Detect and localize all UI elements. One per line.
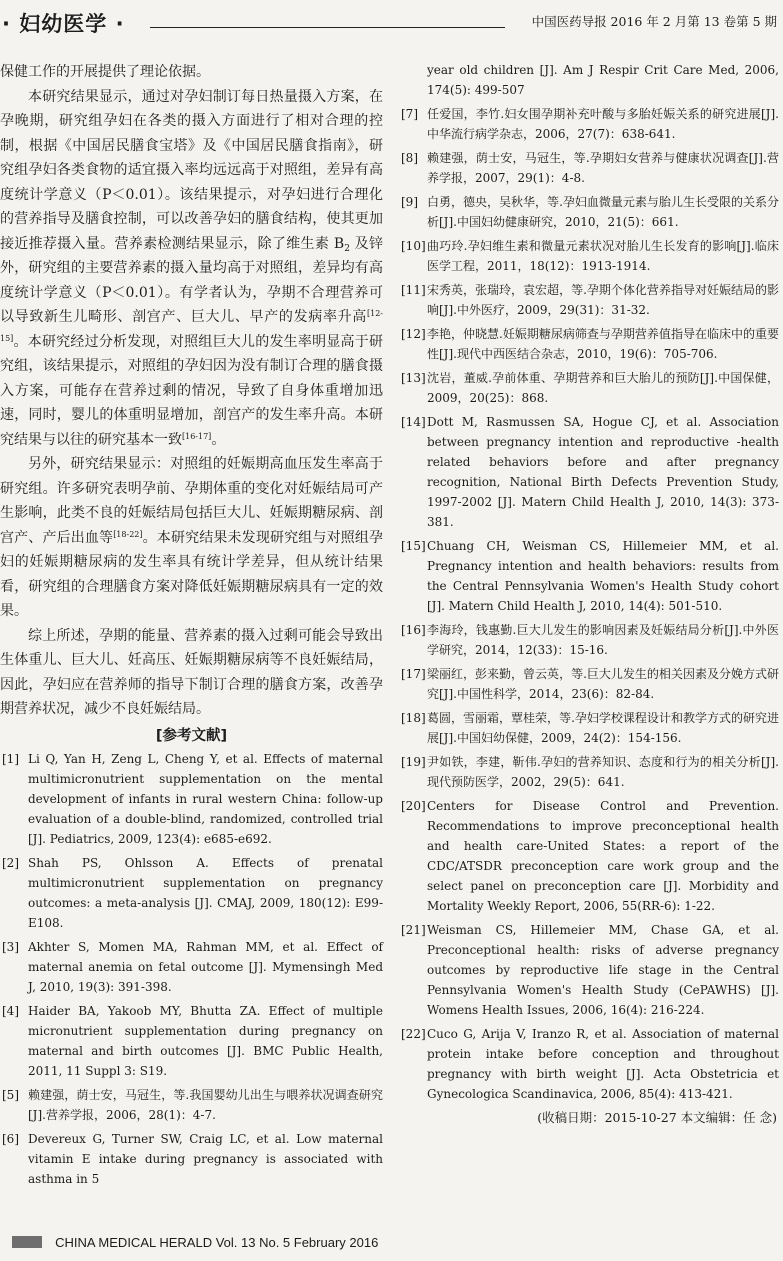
reference-text: Centers for Disease Control and Prevention. Recommendations to improve preconceptional health and health care-United States: a report of the CDC/ATSDR preconception care work group and the select panel on preconception care [J]. Morbidity and Mortality Weekly Report, 2006, 55(RR-6): 1-22. xyxy=(427,799,779,913)
reference-item xyxy=(399,148,779,188)
reference-text: Weisman CS, Hillemeier MM, Chase GA, et al. Preconceptional health: risks of adverse pregnancy outcomes by reproductive life stage in the Central Pennsylvania Women's Health Study (CePAWHS) [J]. Womens Health Issues, 2006, 16(4): 216-224. xyxy=(427,923,779,1017)
reference-text: 尹如铁，李建，靳伟.孕妇的营养知识、态度和行为的相关分析[J].现代预防医学，2002，29(5)：641. xyxy=(427,755,779,789)
reference-item xyxy=(399,236,779,276)
reference-text: Haider BA, Yakoob MY, Bhutta ZA. Effect of multiple micronutrient supplementation during pregnancy on maternal and birth outcomes [J]. BMC Public Health, 2011, 11 Suppl 3: S19. xyxy=(28,1003,383,1078)
header-rule xyxy=(150,27,505,28)
reference-text: Cuco G, Arija V, Iranzo R, et al. Association of maternal protein intake before conception and throughout pregnancy with birth weight [J]. Acta Obstetricia et Gynecologica Scandinavica, 2006, 85(4): 413-421. xyxy=(427,1027,779,1101)
paragraph-1-part-b: 及锌外，研究组的主要营养素的摄入量均高于对照组，差异均有高度统计学意义（P＜0.01）。有学者认为，孕期不合理营养可以导致新生儿畸形、剖宫产、巨大儿、早产的发病率升高 xyxy=(0,235,383,325)
reference-number: [17] xyxy=(401,667,426,681)
reference-number: [15] xyxy=(401,539,426,553)
paragraph-1-part-c: 。本研究经过分析发现，对照组巨大儿的发生率明显高于研究组，该结果提示，对照组的孕妇因为没有制订合理的膳食摄入方案，可能存在营养过剩的情况，导致了自身体重增加迅速，同时，婴儿的体重明显增加，剖宫产的发生率升高。本研究结果与以往的研究基本一致 xyxy=(0,333,383,448)
page-footer xyxy=(12,1232,378,1252)
reference-number: [13] xyxy=(401,371,426,385)
reference-text: Dott M, Rasmussen SA, Hogue CJ, et al. Association between pregnancy intention and reproductive -health related behaviors before and after pregnancy recognition, National Birth Defects Prevention Study, 1997-2002 [J]. Matern Child Health J, 2010, 14(3): 373-381. xyxy=(427,415,779,529)
reference-item xyxy=(399,412,779,532)
reference-number: [4] xyxy=(2,1003,19,1018)
reference-number: [18] xyxy=(401,711,426,725)
reference-item xyxy=(399,920,779,1020)
reference-continuation: year old children [J]. Am J Respir Crit Care Med, 2006, 174(5): 499-507 xyxy=(427,63,779,97)
reference-text: 宋秀英，张瑞玲，袁宏超，等.孕期个体化营养指导对妊娠结局的影响[J].中外医疗，2009，29(31)：31-32. xyxy=(427,283,779,317)
reference-number: [12] xyxy=(401,327,426,341)
reference-text: 沈岩，董威.孕前体重、孕期营养和巨大胎儿的预防[J].中国保健，2009，20(25)：868. xyxy=(427,371,779,405)
reference-number: [11] xyxy=(401,283,426,297)
paragraph-2-part-a: 另外，研究结果显示：对照组的妊娠期高血压发生率高于研究组。许多研究表明孕前、孕期体重的变化对妊娠结局可产生影响，此类不良的妊娠结局包括巨大儿、妊娠期糖尿病、剖宫产、产后出血等 xyxy=(0,456,383,546)
reference-text: 李艳，仲晓慧.妊娠期糖尿病筛查与孕期营养值指导在临床中的重要性[J].现代中西医结合杂志，2010，19(6)：705-706. xyxy=(427,327,779,361)
reference-text: Chuang CH, Weisman CS, Hillemeier MM, et al. Pregnancy intention and health behaviors: results from the Central Pennsylvania Women's Health Study cohort [J]. Matern Child Health J, 2010, 14(4): 501-510. xyxy=(427,539,779,613)
reference-number: [9] xyxy=(401,195,418,209)
reference-number: [8] xyxy=(401,151,418,165)
reference-item xyxy=(399,368,779,408)
reference-number: [16] xyxy=(401,623,426,637)
journal-issue: 中国医药导报 2016 年 2 月第 13 卷第 5 期 xyxy=(531,14,777,29)
reference-item xyxy=(399,280,779,320)
reference-item xyxy=(399,708,779,748)
reference-item xyxy=(0,1085,383,1125)
reference-number: [14] xyxy=(401,415,426,429)
reference-text: 葛圆，雪丽霜，覃桂荣，等.孕妇学校课程设计和教学方式的研究进展[J].中国妇幼保健，2009，24(2)：154-156. xyxy=(427,711,779,745)
reference-item xyxy=(0,749,383,849)
citation: [18-22] xyxy=(113,529,143,539)
journal-logo-icon xyxy=(12,1236,42,1248)
references-left xyxy=(0,749,383,1189)
footer-text: CHINA MEDICAL HERALD Vol. 13 No. 5 February 2016 xyxy=(55,1235,379,1250)
reference-text: 任爱国，李竹.妇女围孕期补充叶酸与多胎妊娠关系的研究进展[J].中华流行病学杂志，2006，27(7)：638-641. xyxy=(427,107,779,141)
reference-item xyxy=(399,536,779,616)
reference-number: [6] xyxy=(2,1131,19,1146)
reference-text: 梁丽红，彭来勤，曾云英，等.巨大儿发生的相关因素及分娩方式研究[J].中国性科学，2014，23(6)：82-84. xyxy=(427,667,779,701)
reference-text: Shah PS, Ohlsson A. Effects of prenatal multimicronutrient supplementation on pregnancy outcomes: a meta-analysis [J]. CMAJ, 2009, 180(12): E99-E108. xyxy=(28,855,383,930)
reference-item xyxy=(399,104,779,144)
paragraph-2-part-b: 。本研究结果未发现研究组与对照组孕妇的妊娠期糖尿病的发生率具有统计学差异，但从统计结果看，研究组的合理膳食方案对降低妊娠期糖尿病具有一定的效果。 xyxy=(0,529,384,619)
reference-number: [10] xyxy=(401,239,426,253)
paragraph-1 xyxy=(0,85,383,453)
paragraph-3: 综上所述，孕期的能量、营养素的摄入过剩可能会导致出生体重儿、巨大儿、妊高压、妊娠期糖尿病等不良妊娠结局，因此，孕妇应在营养师的指导下制订合理的膳食方案，改善孕期营养状况，减少不良妊娠结局。 xyxy=(0,627,383,717)
page-header xyxy=(0,6,783,40)
reference-text: 白勇，德央，吴秋华，等.孕妇血微量元素与胎儿生长受限的关系分析[J].中国妇幼健康研究，2010，21(5)：661. xyxy=(427,195,779,229)
reference-text: 李海玲，钱惠勤.巨大儿发生的影响因素及妊娠结局分析[J].中外医学研究，2014，12(33)：15-16. xyxy=(427,623,779,657)
references-title: [参考文献] xyxy=(155,727,228,744)
right-column xyxy=(399,60,779,1126)
reference-text: 曲巧玲.孕妇维生素和微量元素状况对胎儿生长发育的影响[J].临床医学工程，2011，18(12)：1913-1914. xyxy=(427,239,779,273)
paragraph-2 xyxy=(0,452,383,624)
reference-number: [2] xyxy=(2,855,19,870)
paragraph-0: 保健工作的开展提供了理论依据。 xyxy=(0,64,210,80)
reference-text: 赖建强，荫士安，马冠生，等.孕期妇女营养与健康状况调查[J].营养学报，2007，29(1)：4-8. xyxy=(427,151,779,185)
body-text xyxy=(0,60,383,722)
citation: [16-17] xyxy=(182,431,212,441)
reference-number: [19] xyxy=(401,755,426,769)
reference-item xyxy=(0,937,383,997)
reference-item xyxy=(399,192,779,232)
left-column xyxy=(0,60,383,1193)
received-date-note: (收稿日期：2015-10-27 本文编辑：任 念) xyxy=(537,1110,777,1125)
reference-item xyxy=(0,853,383,933)
reference-item xyxy=(399,1024,779,1104)
reference-number: [7] xyxy=(401,107,418,121)
reference-number: [1] xyxy=(2,751,19,766)
citation: [12-15] xyxy=(0,309,383,343)
reference-item xyxy=(399,324,779,364)
reference-item xyxy=(0,1129,383,1189)
reference-text: Akhter S, Momen MA, Rahman MM, et al. Effect of maternal anemia on fetal outcome [J]. Mymensingh Med J, 2010, 19(3): 391-398. xyxy=(28,939,383,994)
paragraph-1-part-a: 本研究结果显示，通过对孕妇制订每日热量摄入方案，在孕晚期，研究组孕妇在各类的摄入方面进行了相对合理的控制，根据《中国居民膳食宝塔》及《中国居民膳食指南》，研究组孕妇各类食物的适宜摄入率均远远高于对照组，差异有高度统计学意义（P＜0.01）。该结果提示，对孕妇进行合理化的营养指导及膳食控制，可以改善孕妇的膳食结构，使其更加接近推荐摄入量。营养素检测结果显示，除了维生素 B xyxy=(0,88,383,252)
reference-item xyxy=(399,752,779,792)
subscript: 2 xyxy=(344,243,350,254)
reference-number: [22] xyxy=(401,1027,426,1041)
reference-item xyxy=(0,1001,383,1081)
section-title: · 妇幼医学 · xyxy=(2,12,125,36)
reference-item xyxy=(399,620,779,660)
paragraph-1-part-d: 。 xyxy=(211,431,226,448)
reference-number: [5] xyxy=(2,1087,19,1102)
reference-number: [21] xyxy=(401,923,426,937)
reference-item xyxy=(399,796,779,916)
reference-text: Li Q, Yan H, Zeng L, Cheng Y, et al. Effects of maternal multimicronutrient supplementation on the mental development of infants in rural western China: follow-up evaluation of a double-blind, randomized, controlled trial [J]. Pediatrics, 2009, 123(4): e685-e692. xyxy=(28,751,383,846)
reference-text: 赖建强，荫士安，马冠生，等.我国婴幼儿出生与喂养状况调查研究[J].营养学报，2006，28(1)：4-7. xyxy=(28,1087,383,1122)
reference-number: [3] xyxy=(2,939,19,954)
reference-text: Devereux G, Turner SW, Craig LC, et al. Low maternal vitamin E intake during pregnancy is associated with asthma in 5 xyxy=(28,1131,383,1186)
reference-number: [20] xyxy=(401,799,426,813)
reference-item xyxy=(399,664,779,704)
